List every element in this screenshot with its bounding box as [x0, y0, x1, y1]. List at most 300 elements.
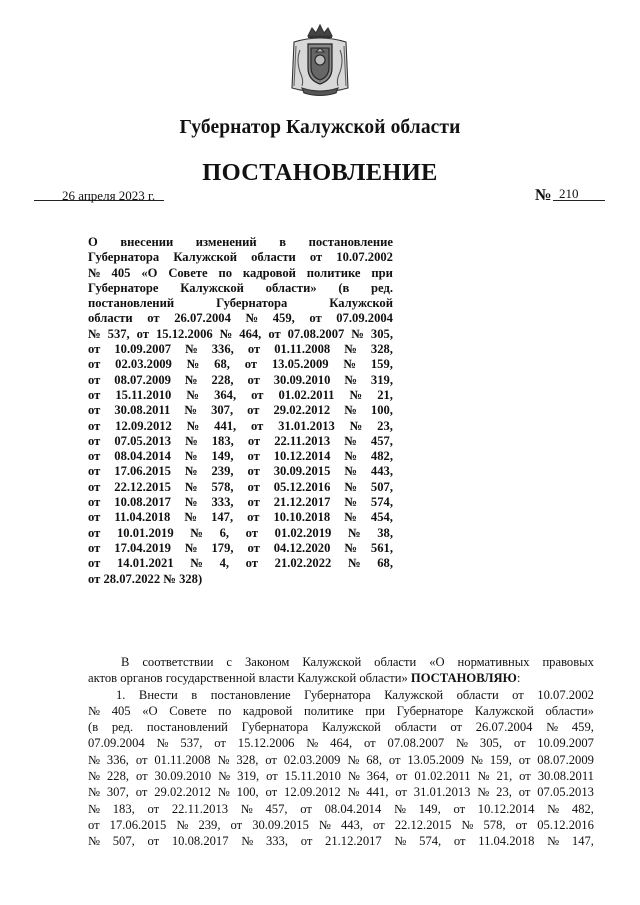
word: 05.12.2016 [537, 817, 594, 832]
word: постановление [210, 687, 291, 702]
word: 10.12.2014 [273, 449, 331, 464]
word: № [394, 834, 407, 849]
word: № [240, 801, 253, 816]
word: 07.08.2007 [387, 736, 445, 751]
word: от 28.07.2022 № 328) [88, 571, 203, 586]
word: 21.02.2022 [274, 556, 332, 571]
word: 30.08.2011 [537, 769, 594, 784]
word: от [88, 387, 101, 402]
word: 441, [366, 785, 389, 800]
word: от [309, 250, 323, 265]
decree-word: ПОСТАНОВЛЯЮ [410, 671, 517, 686]
word: Калужской [384, 687, 444, 702]
paragraph-line [88, 735, 594, 751]
word: 17.06.2015 [109, 817, 167, 832]
word: от [245, 556, 258, 571]
word: кадровой [242, 265, 296, 280]
word: Губернатора [88, 250, 160, 265]
word: № [344, 510, 357, 525]
word: от [230, 817, 243, 832]
word: № [88, 703, 101, 718]
word: (в [338, 280, 350, 295]
word: от [88, 357, 101, 372]
word: 364, [214, 387, 237, 402]
paragraph-line [88, 768, 594, 784]
word: № [186, 418, 200, 433]
word: от [244, 357, 258, 372]
word: 01.02.2011 [414, 769, 471, 784]
word: 364, [366, 769, 389, 784]
word: 10.10.2018 [273, 510, 331, 525]
word: 26.07.2004 [174, 311, 231, 326]
word: 1. [116, 687, 126, 702]
word: № [546, 720, 559, 735]
word: от [247, 433, 261, 448]
word: от [247, 342, 261, 357]
word: с [226, 655, 233, 669]
word: 30.09.2010 [273, 372, 331, 387]
word: 507, [112, 834, 135, 849]
paragraph-line [88, 719, 594, 735]
word: № [344, 372, 357, 387]
document-date: 26 апреля 2023 г. [62, 188, 156, 203]
word: от [265, 752, 277, 767]
word: от [247, 449, 260, 464]
paragraph-line [88, 784, 594, 800]
word: 08.07.2009 [537, 752, 594, 767]
word: 12.09.2012 [284, 785, 341, 800]
word: 68, [214, 357, 230, 372]
title-line [88, 464, 393, 479]
word: № [185, 433, 198, 448]
word: от [515, 817, 528, 832]
word: от [245, 525, 258, 540]
word: области [394, 720, 437, 735]
word: 30.09.2015 [273, 464, 331, 479]
word: 482, [571, 801, 594, 816]
word: от [147, 801, 160, 816]
word: № [218, 769, 231, 784]
word: по [218, 265, 233, 280]
word: № [88, 265, 101, 280]
word: Калужской [180, 280, 244, 295]
word: «О [429, 655, 445, 669]
document-type-heading: ПОСТАНОВЛЕНИЕ [202, 159, 438, 186]
word: № [88, 834, 101, 849]
word: от [251, 418, 264, 433]
word: от [135, 785, 148, 800]
paragraph-line [88, 654, 594, 670]
word: 333, [211, 495, 234, 510]
paragraph-line [88, 687, 594, 703]
word: по [218, 703, 232, 718]
word: от [300, 834, 313, 849]
word: от [247, 540, 260, 555]
word: 17.04.2019 [114, 540, 171, 555]
word: от [88, 540, 101, 555]
word: 537, [107, 326, 130, 341]
word: 159, [489, 752, 512, 767]
word: 239, [198, 817, 221, 832]
title-line [88, 235, 393, 250]
word: от [247, 495, 260, 510]
word: № [88, 326, 101, 341]
word: от [519, 769, 531, 784]
word: № [344, 449, 357, 464]
word: 07.09.2004 [336, 311, 393, 326]
word: № [456, 736, 469, 751]
word: № [347, 556, 361, 571]
word: № [349, 387, 363, 402]
word: 159, [370, 357, 393, 372]
word: от [388, 752, 401, 767]
word: области [456, 687, 499, 702]
title-line [88, 296, 393, 311]
word: 328, [370, 342, 393, 357]
word: области [251, 250, 296, 265]
word: № [184, 479, 198, 494]
word: 179, [211, 540, 234, 555]
word: № [88, 801, 101, 816]
title-line [88, 327, 393, 342]
word: 443, [340, 817, 363, 832]
word: 100, [370, 403, 393, 418]
word: 441, [214, 418, 237, 433]
word: № [217, 785, 230, 800]
word: от [136, 326, 149, 341]
word: № [190, 525, 203, 540]
word: от [512, 687, 524, 702]
issuing-authority: Губернатор Калужской области [179, 117, 461, 138]
word: № [347, 752, 360, 767]
word: от [88, 525, 101, 540]
word: № [184, 495, 198, 510]
word: 01.11.2008 [154, 752, 211, 767]
word: от [88, 817, 100, 832]
word: 31.01.2013 [413, 785, 471, 800]
word: № [176, 817, 189, 832]
word: 07.05.2013 [114, 433, 172, 448]
word: от [513, 736, 526, 751]
word: № [477, 769, 490, 784]
word: 307, [106, 785, 129, 800]
word: 30.08.2011 [114, 403, 171, 418]
word: 4, [219, 556, 230, 571]
word: 454, [370, 510, 393, 525]
word: № [245, 311, 259, 326]
word: 21, [377, 387, 393, 402]
word: при [371, 265, 393, 280]
word: 482, [370, 449, 393, 464]
word: № [156, 736, 169, 751]
word: 08.07.2009 [114, 372, 171, 387]
word: № [344, 342, 357, 357]
word: № [184, 540, 198, 555]
word: от [453, 801, 466, 816]
word: от [88, 556, 101, 571]
document-number: 210 [559, 186, 579, 201]
word: от [266, 769, 278, 784]
word: 21.12.2017 [273, 495, 331, 510]
word: 147, [211, 510, 234, 525]
word: 26.07.2004 [475, 720, 533, 735]
word: от [214, 736, 226, 751]
word: 333, [265, 834, 288, 849]
word: политике [304, 703, 354, 718]
word: 07.09.2004 [88, 736, 145, 751]
word: № [344, 464, 357, 479]
word: 68, [366, 752, 382, 767]
word: от [364, 736, 376, 751]
word: № [344, 540, 357, 555]
word: 405 [111, 265, 131, 280]
word: 464, [239, 326, 262, 341]
word: от [373, 817, 385, 832]
word: от [268, 326, 281, 341]
word: Губернаторе [88, 280, 159, 295]
word: 10.01.2019 [116, 525, 174, 540]
word: 17.06.2015 [114, 464, 171, 479]
word: от [88, 449, 101, 464]
word: от [88, 433, 101, 448]
title-line [88, 480, 393, 495]
word: 239, [211, 464, 234, 479]
word: 08.04.2014 [114, 449, 171, 464]
word: № [344, 495, 357, 510]
word: 30.09.2015 [252, 817, 309, 832]
paragraph-line [88, 817, 594, 833]
word: в [191, 687, 198, 702]
word: от [450, 720, 463, 735]
word: 07.08.2007 [287, 326, 345, 341]
word: 14.01.2021 [116, 556, 174, 571]
word: № [344, 479, 357, 494]
word: 10.08.2017 [114, 495, 171, 510]
word: № [477, 785, 490, 800]
word: от [251, 387, 264, 402]
word: 443, [370, 464, 393, 479]
word: № [347, 785, 360, 800]
word: О [88, 235, 98, 249]
item-list [88, 687, 594, 850]
word: от [135, 752, 148, 767]
word: области» [265, 280, 317, 295]
title-line [88, 250, 393, 265]
word: 328, [236, 752, 259, 767]
document-title [88, 235, 393, 587]
word: постановлений [146, 720, 228, 735]
word: при [365, 703, 385, 718]
colon: : [516, 671, 521, 686]
word: 15.11.2010 [284, 769, 341, 784]
word: области» [545, 703, 594, 718]
word: Губернатора [241, 720, 309, 735]
word: 574, [419, 834, 442, 849]
word: 307, [211, 403, 234, 418]
word: 29.02.2012 [154, 785, 211, 800]
word: № [393, 801, 406, 816]
word: № [241, 834, 254, 849]
word: № [306, 736, 319, 751]
word: 10.07.2002 [537, 687, 594, 702]
word: 13.05.2009 [271, 357, 329, 372]
word: № [470, 752, 483, 767]
title-line [88, 266, 393, 281]
word: 149, [418, 801, 441, 816]
word: 228, [106, 769, 130, 784]
word: 578, [211, 479, 234, 494]
word: 507, [370, 479, 393, 494]
word: от [147, 834, 160, 849]
word: изменений [195, 235, 257, 249]
word: 405 [111, 703, 131, 718]
word: 578, [483, 817, 506, 832]
word: 08.04.2014 [324, 801, 382, 816]
word: 11.04.2018 [478, 834, 535, 849]
word: Калужской [474, 703, 534, 718]
title-line [88, 495, 393, 510]
word: от [309, 311, 322, 326]
word: № [88, 769, 101, 784]
word: 31.01.2013 [278, 418, 335, 433]
word: № [184, 449, 198, 464]
word: 12.09.2012 [115, 418, 172, 433]
word: 30.09.2010 [154, 769, 212, 784]
title-line [88, 541, 393, 556]
word: от [88, 479, 101, 494]
word: Совете [168, 265, 208, 280]
title-line [88, 556, 393, 571]
word: «О [141, 265, 158, 280]
word: № [347, 525, 361, 540]
word: № [547, 834, 560, 849]
word: (в [88, 720, 99, 735]
word: 07.05.2013 [537, 785, 594, 800]
word: постановление [308, 235, 393, 249]
word: 02.03.2009 [283, 752, 341, 767]
word: ред. [111, 720, 134, 735]
word: правовых [542, 655, 594, 669]
word: 05.12.2016 [273, 479, 331, 494]
word: кадровой [242, 703, 293, 718]
word: 305, [479, 736, 502, 751]
word: Губернатора [304, 687, 371, 702]
word: соответствии [142, 655, 214, 669]
word: № [184, 464, 198, 479]
title-line [88, 281, 393, 296]
word: нормативных [457, 655, 530, 669]
word: политике [306, 265, 361, 280]
word: 10.08.2017 [171, 834, 229, 849]
word: внесении [120, 235, 174, 249]
word: 15.12.2006 [237, 736, 295, 751]
word: от [247, 372, 260, 387]
word: 459, [272, 311, 295, 326]
word: 68, [377, 556, 393, 571]
word: № [349, 418, 363, 433]
word: Калужской [173, 250, 238, 265]
title-line [88, 572, 393, 587]
word: 100, [236, 785, 259, 800]
word: 457, [370, 433, 393, 448]
word: 01.02.2011 [278, 387, 335, 402]
title-line [88, 388, 393, 403]
word: от [88, 342, 101, 357]
word: 22.11.2013 [171, 801, 229, 816]
title-line [88, 311, 393, 326]
word: от [518, 785, 531, 800]
word: в [279, 235, 287, 249]
word: 228, [211, 372, 234, 387]
title-line [88, 510, 393, 525]
word: от [88, 403, 101, 418]
word: 15.11.2010 [115, 387, 172, 402]
word: 22.12.2015 [114, 479, 171, 494]
word: 01.02.2019 [274, 525, 332, 540]
word: «О [142, 703, 158, 718]
word: № [186, 387, 200, 402]
word: № [343, 357, 357, 372]
word: Калужской [302, 655, 362, 669]
word: № [184, 372, 198, 387]
word: № [547, 801, 560, 816]
title-line [88, 342, 393, 357]
title-line [88, 357, 393, 372]
word: 21, [496, 769, 513, 784]
word: 02.03.2009 [115, 357, 172, 372]
word: 10.09.2007 [114, 342, 172, 357]
word: 336, [106, 752, 129, 767]
paragraph-line [88, 752, 594, 768]
word: В [121, 655, 130, 669]
title-line [88, 434, 393, 449]
word: № [217, 752, 230, 767]
word: № [186, 357, 200, 372]
title-line [88, 449, 393, 464]
word: 23, [377, 418, 393, 433]
word: Губернатора [216, 296, 288, 311]
title-line [88, 403, 393, 418]
word: 319, [237, 769, 260, 784]
word: от [88, 418, 101, 433]
word: № [88, 785, 101, 800]
word: 21.12.2017 [325, 834, 382, 849]
word: от [265, 785, 278, 800]
word: постановлений [88, 296, 175, 311]
word: 10.12.2014 [477, 801, 535, 816]
word: Совете [169, 703, 207, 718]
word: № [185, 342, 198, 357]
word: 22.12.2015 [394, 817, 452, 832]
word: от [247, 479, 260, 494]
word: 147, [571, 834, 594, 849]
word: от [135, 769, 148, 784]
word: 537, [180, 736, 203, 751]
word: 457, [265, 801, 288, 816]
word: 149, [211, 449, 234, 464]
word: от [147, 311, 160, 326]
word: № [461, 817, 474, 832]
word: от [88, 464, 101, 479]
word: 23, [496, 785, 512, 800]
word: Калужской [321, 720, 381, 735]
paragraph-line [88, 833, 594, 849]
word: 183, [211, 433, 234, 448]
word: от [88, 495, 101, 510]
word: 22.11.2013 [274, 433, 331, 448]
word: 38, [377, 525, 393, 540]
word: 6, [219, 525, 230, 540]
